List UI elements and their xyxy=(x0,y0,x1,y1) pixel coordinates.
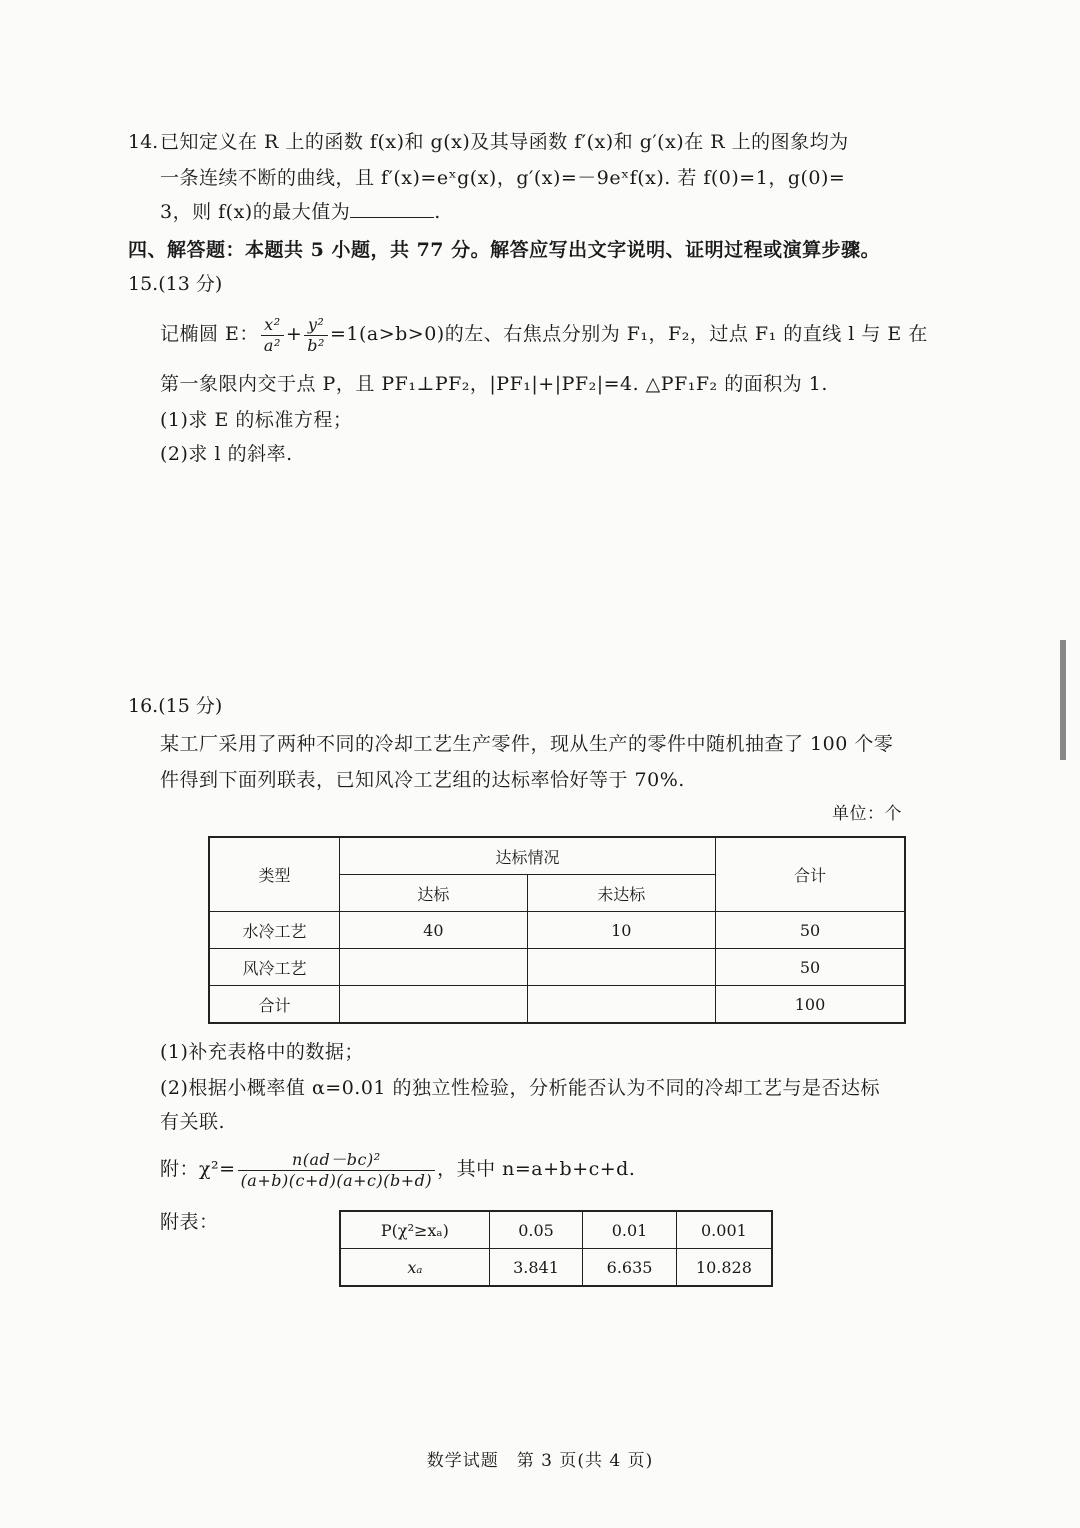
alpha-cell: 0.001 xyxy=(676,1211,772,1249)
alpha-cell: 0.01 xyxy=(583,1211,677,1249)
formula-den: (a+b)(c+d)(a+c)(b+d) xyxy=(240,1170,433,1190)
row-total: 100 xyxy=(716,986,906,1024)
row-pass: 40 xyxy=(340,912,527,949)
q16-score: (15 分) xyxy=(158,695,223,717)
header-fail: 未达标 xyxy=(527,875,715,912)
q14-line3-text: 3，则 f(x)的最大值为 xyxy=(160,201,351,223)
q14-number: 14. xyxy=(128,131,159,153)
q14-line1: 已知定义在 R 上的函数 f(x)和 g(x)及其导函数 f′(x)和 g′(x)在 R 上的图象均为 xyxy=(160,131,849,153)
q15-num: 15. xyxy=(128,273,159,295)
q15-frac-x-den: a² xyxy=(263,335,281,355)
q16-line1: 某工厂采用了两种不同的冷却工艺生产零件，现从生产的零件中随机抽查了 100 个零 xyxy=(160,733,894,755)
row-pass xyxy=(340,949,527,986)
q16-part2-line1: (2)根据小概率值 α=0.01 的独立性检验，分析能否认为不同的冷却工艺与是否达标 xyxy=(160,1077,881,1099)
formula-suffix: ，其中 n=a+b+c+d. xyxy=(437,1158,636,1180)
unit-label: 单位：个 xyxy=(832,804,902,824)
header-total: 合计 xyxy=(716,837,906,912)
q14-line3 xyxy=(160,198,441,226)
header-pass: 达标 xyxy=(340,875,527,912)
q16-part1: (1)补充表格中的数据； xyxy=(160,1041,364,1063)
header-type: 类型 xyxy=(209,837,340,912)
appendix-label: 附表： xyxy=(160,1211,219,1233)
row-type: 水冷工艺 xyxy=(209,912,340,949)
q15-frac-y-den: b² xyxy=(307,335,325,355)
row-fail: 10 xyxy=(527,912,715,949)
row-type: 风冷工艺 xyxy=(209,949,340,986)
q14-line3-end: . xyxy=(434,201,441,223)
q14-line2: 一条连续不断的曲线，且 f′(x)=eˣg(x)，g′(x)=－9eˣf(x). 若 f(0)=1，g(0)= xyxy=(160,167,846,189)
formula-prefix: 附：χ²= xyxy=(160,1158,236,1180)
q15-score: (13 分) xyxy=(158,273,223,295)
formula-num: n(ad－bc)² xyxy=(238,1150,436,1171)
q15-rest: =1(a>b>0)的左、右焦点分别为 F₁，F₂，过点 F₁ 的直线 l 与 E 在 xyxy=(329,323,928,345)
chi-square-formula xyxy=(160,1144,635,1194)
table-row xyxy=(209,949,905,986)
p-label: P(χ²≥xₐ) xyxy=(340,1211,489,1249)
q15-frac-y-num: y² xyxy=(304,315,328,336)
formula-frac xyxy=(238,1150,436,1191)
q16-line2: 件得到下面列联表，已知风冷工艺组的达标率恰好等于 70%. xyxy=(160,769,685,791)
value-cell: 10.828 xyxy=(676,1249,772,1287)
q16-part2-line2: 有关联. xyxy=(160,1111,226,1133)
q16-num: 16. xyxy=(128,695,159,717)
table-row xyxy=(209,986,905,1024)
critical-value-table xyxy=(339,1210,773,1287)
row-fail xyxy=(527,986,715,1024)
row-type: 合计 xyxy=(209,986,340,1024)
row-total: 50 xyxy=(716,912,906,949)
q15-line2: 第一象限内交于点 P，且 PF₁⊥PF₂，|PF₁|+|PF₂|=4. △PF₁F₂ 的面积为 1. xyxy=(160,373,828,395)
value-cell: 6.635 xyxy=(583,1249,677,1287)
scan-edge-mark xyxy=(1060,640,1066,760)
q15-plus: + xyxy=(285,323,303,345)
page-footer: 数学试题 第 3 页(共 4 页) xyxy=(426,1451,654,1471)
contingency-table xyxy=(208,836,906,1024)
table-row xyxy=(340,1249,772,1287)
q15-frac-x xyxy=(261,315,284,356)
q15-prefix: 记椭圆 E： xyxy=(160,323,259,345)
row-pass xyxy=(340,986,527,1024)
table-row xyxy=(209,912,905,949)
section4-title: 四、解答题：本题共 5 小题，共 77 分。解答应写出文字说明、证明过程或演算步骤。 xyxy=(128,239,881,261)
q15-frac-y xyxy=(304,315,328,356)
alpha-cell: 0.05 xyxy=(489,1211,583,1249)
q15-line1 xyxy=(160,306,928,362)
x-label: xₐ xyxy=(340,1249,489,1287)
row-fail xyxy=(527,949,715,986)
q15-frac-x-num: x² xyxy=(261,315,284,336)
header-group: 达标情况 xyxy=(340,837,716,875)
q15-part1: (1)求 E 的标准方程； xyxy=(160,409,353,431)
value-cell: 3.841 xyxy=(489,1249,583,1287)
answer-blank xyxy=(350,199,434,218)
q15-part2: (2)求 l 的斜率. xyxy=(160,443,293,465)
table-row xyxy=(340,1211,772,1249)
q16-number xyxy=(128,692,222,720)
q15-number xyxy=(128,270,222,298)
row-total: 50 xyxy=(716,949,906,986)
